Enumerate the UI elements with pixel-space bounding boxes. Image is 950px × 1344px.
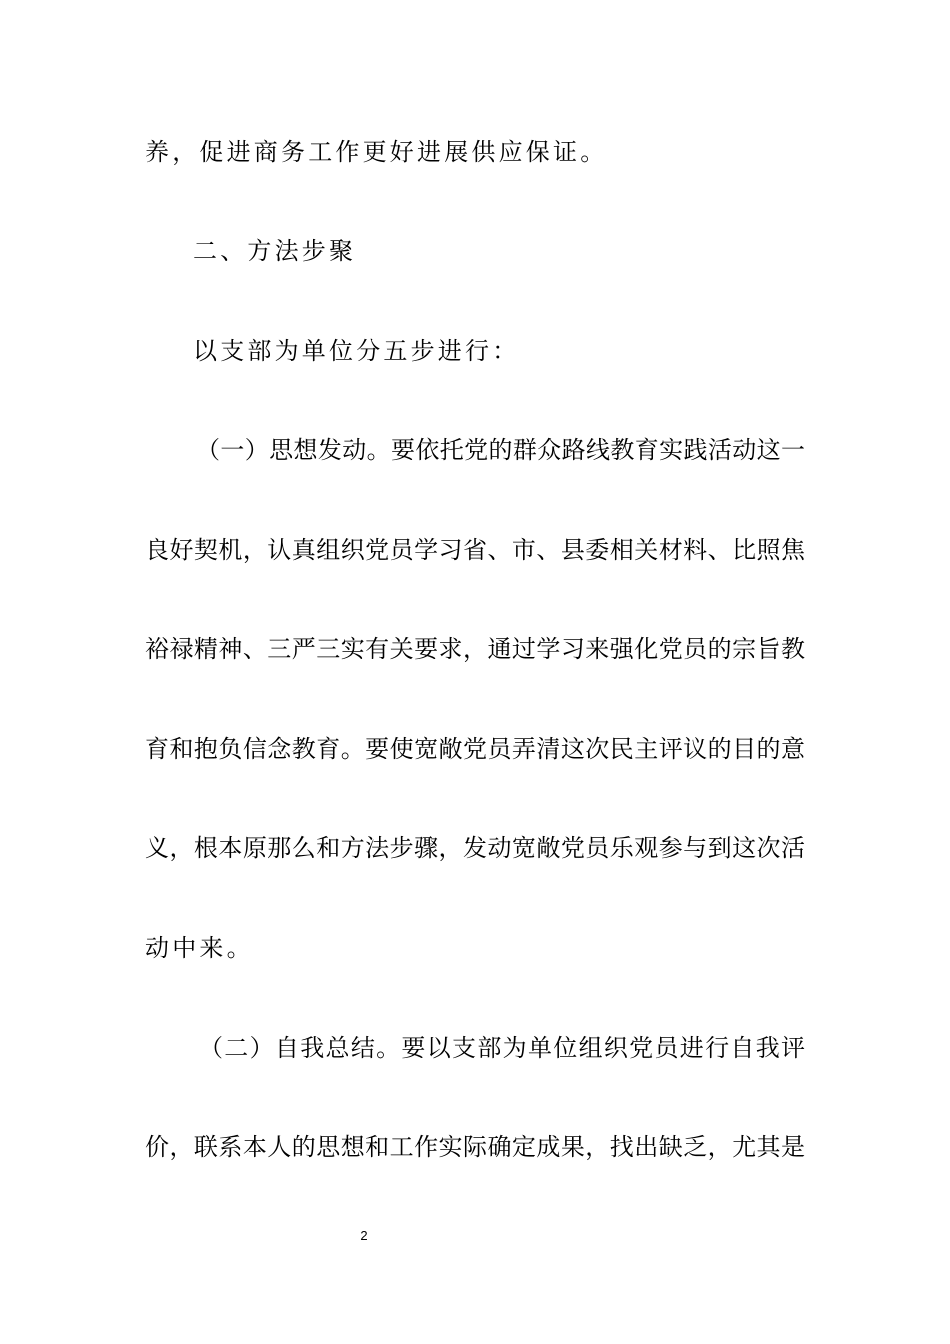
paragraph-line-step1-5: 义，根本原那么和方法步骤，发动宽敞党员乐观参与到这次活 <box>145 834 805 862</box>
paragraph-line-step1-3: 裕禄精神、三严三实有关要求，通过学习来强化党员的宗旨教 <box>145 635 805 663</box>
paragraph-line-intro: 以支部为单位分五步进行： <box>193 337 520 365</box>
paragraph-line-step2-start: （二）自我总结。要以支部为单位组织党员进行自我评 <box>199 1034 805 1062</box>
paragraph-line-step1-2: 良好契机，认真组织党员学习省、市、县委相关材料、比照焦 <box>145 536 805 564</box>
paragraph-line-step1-4: 育和抱负信念教育。要使宽敞党员弄清这次民主评议的目的意 <box>145 735 805 763</box>
page-number: 2 <box>360 1228 368 1243</box>
section-heading: 二、方法步聚 <box>193 237 357 265</box>
paragraph-line-step1-end: 动中来。 <box>145 934 254 962</box>
paragraph-line-1: 养，促进商务工作更好进展供应保证。 <box>145 138 608 166</box>
paragraph-line-step1-start: （一）思想发动。要依托党的群众路线教育实践活动这一 <box>196 436 805 464</box>
paragraph-line-step2-2: 价，联系本人的思想和工作实际确定成果，找出缺乏，尤其是 <box>145 1133 805 1161</box>
